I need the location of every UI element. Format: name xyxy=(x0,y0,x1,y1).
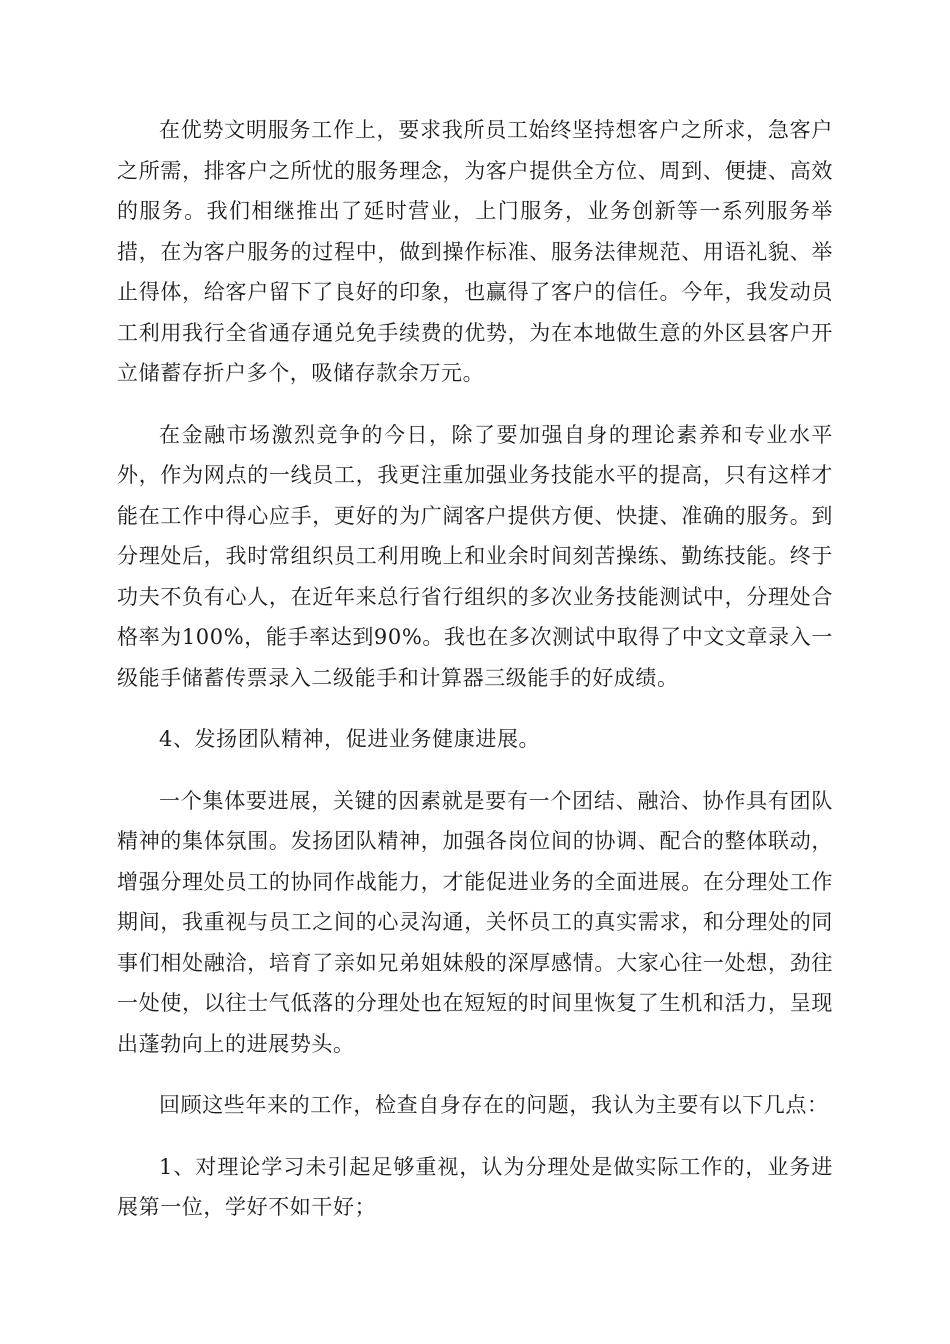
paragraph-review-problems: 回顾这些年来的工作，检查自身存在的问题，我认为主要有以下几点： xyxy=(159,1093,829,1117)
paragraph-team-spirit-heading: 4、发扬团队精神，促进业务健康进展。 xyxy=(159,727,541,751)
paragraph-service-civility: 在优势文明服务工作上，要求我所员工始终坚持想客户之所求，急客户之所需，排客户之所忧的服务理念，为客户提供全方位、周到、便捷、高效的服务。我们相继推出了延时营业，上门服务，业务创新等一系列服务举措，在为客户服务的过程中，做到操作标准、服务法律规范、用语礼貌、举止得体，给客户留下了良好的印象，也赢得了客户的信任。今年，我发动员工利用我行全省通存通兑免手续费的优势，为在本地做生意的外区县客户开立储蓄存折户多个，吸储存款余万元。 xyxy=(117,118,833,385)
document-page xyxy=(117,110,833,1249)
paragraph-team-spirit: 一个集体要进展，关键的因素就是要有一个团结、融洽、协作具有团队精神的集体氛围。发扬团队精神，加强各岗位间的协调、配合的整体联动，增强分理处员工的协同作战能力，才能促进业务的全面进展。在分理处工作期间，我重视与员工之间的心灵沟通，关怀员工的真实需求，和分理处的同事们相处融洽，培育了亲如兄弟姐妹般的深厚感情。大家心往一处想，劲往一处使，以往士气低落的分理处也在短短的时间里恢复了生机和活力，呈现出蓬勃向上的进展势头。 xyxy=(117,788,833,1056)
paragraph-skill-improvement: 在金融市场激烈竞争的今日，除了要加强自身的理论素养和专业水平外，作为网点的一线员工，我更注重加强业务技能水平的提高，只有这样才能在工作中得心应手，更好的为广阔客户提供方便、快捷、准确的服务。到分理处后，我时常组织员工利用晚上和业余时间刻苦操练、勤练技能。终于功夫不负有心人，在近年来总行省行组织的多次业务技能测试中，分理处合格率为100%，能手率达到90%。我也在多次测试中取得了中文文章录入一级能手储蓄传票录入二级能手和计算器三级能手的好成绩。 xyxy=(117,422,833,690)
paragraph-problem-one: 1、对理论学习未引起足够重视，认为分理处是做实际工作的，业务进展第一位，学好不如干好； xyxy=(117,1154,833,1219)
